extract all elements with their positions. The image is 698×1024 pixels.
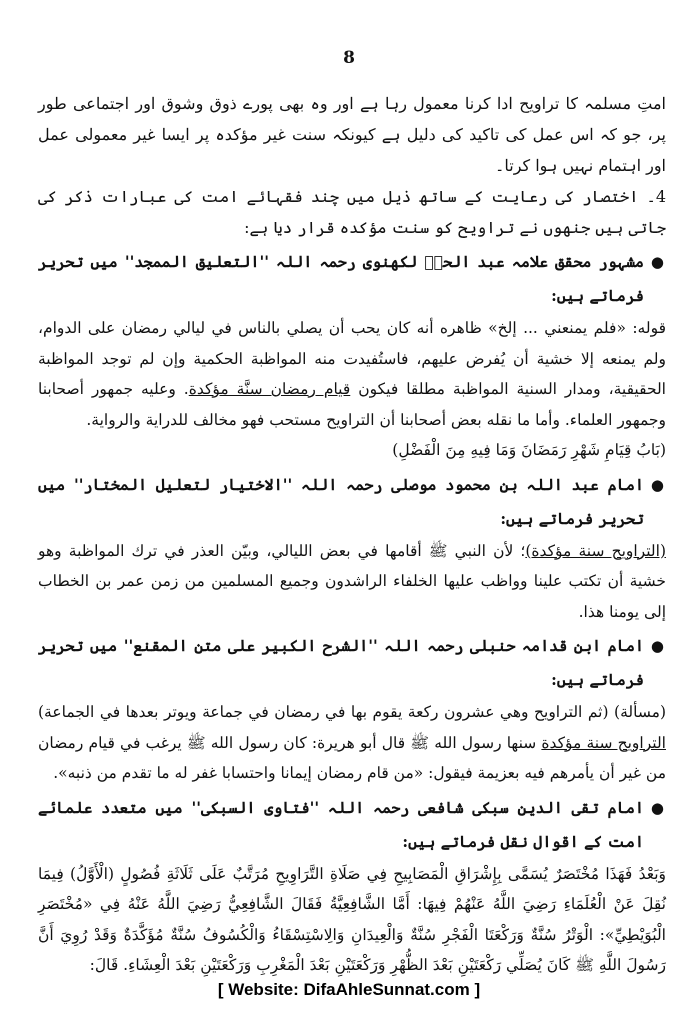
arabic-quote-mawsili: [38, 536, 666, 628]
bullet-icon: ●: [650, 637, 664, 655]
arabic-quote-ibn-qudamah: [38, 697, 666, 789]
page-body: [38, 88, 666, 981]
bullet-icon: ●: [650, 253, 664, 271]
quote-text: ؛ لأن النبي ﷺ أقامها في بعض الليالي، وبيّن العذر في ترك المواظبة وهو خشية أن تكتب علينا وواظب عليها الخلفاء الراشدون وجميع المسلمين من زمن عمر بن الخطاب إلى يومنا هذا.: [38, 541, 666, 621]
chapter-reference: (بَابُ قِيَامِ شَهْرِ رَمَضَانَ وَمَا فِيهِ مِنَ الْفَضْلِ): [392, 441, 666, 459]
bullet-icon: ●: [650, 475, 664, 494]
intro-paragraph: امتِ مسلمہ کا تراویح ادا کرنا معمول رہا ہے اور وہ بھی پورے ذوق وشوق اور اجتماعی طور پر، جو کہ اس عمل کی تاکید کی دلیل ہے کیونکہ سنت غیر مؤکدہ پر ایسا غیر معمولی عمل اور اہتمام نہیں ہوا کرتا۔: [38, 94, 666, 175]
heading-text: امام ابن قدامہ حنبلی رحمہ اللہ ''الشرح الکبیر علی متن المقنع'' میں تحریر فرماتے ہیں:: [38, 636, 644, 689]
bullet-icon: ●: [650, 798, 664, 817]
page-number: 8: [343, 48, 355, 68]
arabic-quote-lakhnavi: [38, 313, 666, 435]
underlined-quote-text: قيام رمضان سنَّة مؤكدة: [188, 380, 351, 398]
section-heading-subki: [38, 791, 666, 859]
quote-text: قوله: «فلم يمنعني ... إلخ» ظاهره أنه كان يحب أن يصلي بالناس في ليالي رمضان على الدوام، ولم يمنعه إلا خشية أن يُفرض عليهم، فاستُفيدت منه المواظبة الحكمية وإن لم توجد المواظبة الحقيقية، ومدار السنية المواظبة مطلقا فيكون: [38, 319, 666, 398]
point-4-paragraph: 4۔ اختصار کی رعایت کے ساتھ ذیل میں چند فقہائے امت کی عبارات ذکر کی جاتی ہیں جنھوں نے تراویح کو سنت مؤکدہ قرار دیا ہے:: [38, 187, 666, 237]
underlined-quote-text: التراويح سنة مؤكدة: [541, 733, 666, 752]
heading-text: مشہور محقق علامہ عبد الحیؒ لکھنوی رحمہ اللہ ''التعلیق الممجد'' میں تحریر فرماتے ہیں:: [38, 252, 644, 305]
section-heading-mawsili: [38, 468, 666, 536]
section-heading-lakhnavi: [38, 245, 666, 313]
quote-text: (مسألة) (ثم التراويح وهي عشرون ركعة يقوم بها في رمضان في جماعة ويوتر بعدها في الجماعة): [38, 703, 666, 721]
underlined-quote-text: (التراويح سنة مؤكدة): [525, 541, 666, 560]
website-footer: [ Website: DifaAhleSunnat.com ]: [217, 980, 481, 999]
quote-text: وَبَعْدُ فَهَذَا مُخْتَصَرٌ يُسَمَّى بِإِشْرَاقِ الْمَصَابِيحِ فِي صَلَاةِ التَّرَاوِيحِ مُرَتَّبٌ عَلَى ثَلَاثَةِ فُصُولٍ (الْأَوَّلُ) فِيمَا نُقِلَ عَنْ الْعُلَمَاءِ رَضِيَ اللَّهُ عَنْهُمْ فِيهَا: أَمَّا الشَّافِعِيَّةُ فَقَالَ الشَّافِعِيُّ رَضِيَ اللَّهُ عَنْهُ فِي «مُخْتَصَرِ الْبُوَيْطِيِّ»: الْوَتْرُ سُنَّةٌ وَرَكْعَتَا الْفَجْرِ سُنَّةٌ وَالْعِيدَانِ وَالِاسْتِسْقَاءُ وَالْكُسُوفُ سُنَّةٌ مُؤَكَّدَةٌ وَقَدْ رُوِيَ أَنَّ رَسُولَ اللَّهِ ﷺ كَانَ يُصَلِّي رَكْعَتَيْنِ بَعْدَ الظُّهْرِ وَرَكْعَتَيْنِ بَعْدَ الْمَغْرِبِ وَرَكْعَتَيْنِ بَعْدَ الْعِشَاءِ. قَالَ:: [38, 864, 666, 974]
heading-text: امام تقی الدین سبکی شافعی رحمہ اللہ ''فتاوی السبکی'' میں متعدد علمائے امت کے اقوال نقل فرماتے ہیں:: [38, 797, 644, 851]
quote-text: سنها رسول الله ﷺ قال أبو هريرة: كان رسول الله ﷺ يرغب في قيام رمضان من غير أن يأمرهم فيه بعزيمة فيقول: «من قام رمضان إيمانا واحتسابا غفر له ما تقدم من ذنبه».: [38, 733, 666, 782]
arabic-quote-subki: [38, 859, 666, 981]
section-heading-ibn-qudamah: [38, 629, 666, 697]
heading-text: امام عبد اللہ بن محمود موصلی رحمہ اللہ ''الاختیار لتعلیل المختار'' میں تحریر فرماتے ہیں:: [38, 474, 644, 528]
quote-text: . وعليه جمهور أصحابنا وجمهور العلماء. وأما ما نقله بعض أصحابنا أن التراويح مستحب فهو مخالف للدراية والرواية.: [38, 380, 666, 429]
